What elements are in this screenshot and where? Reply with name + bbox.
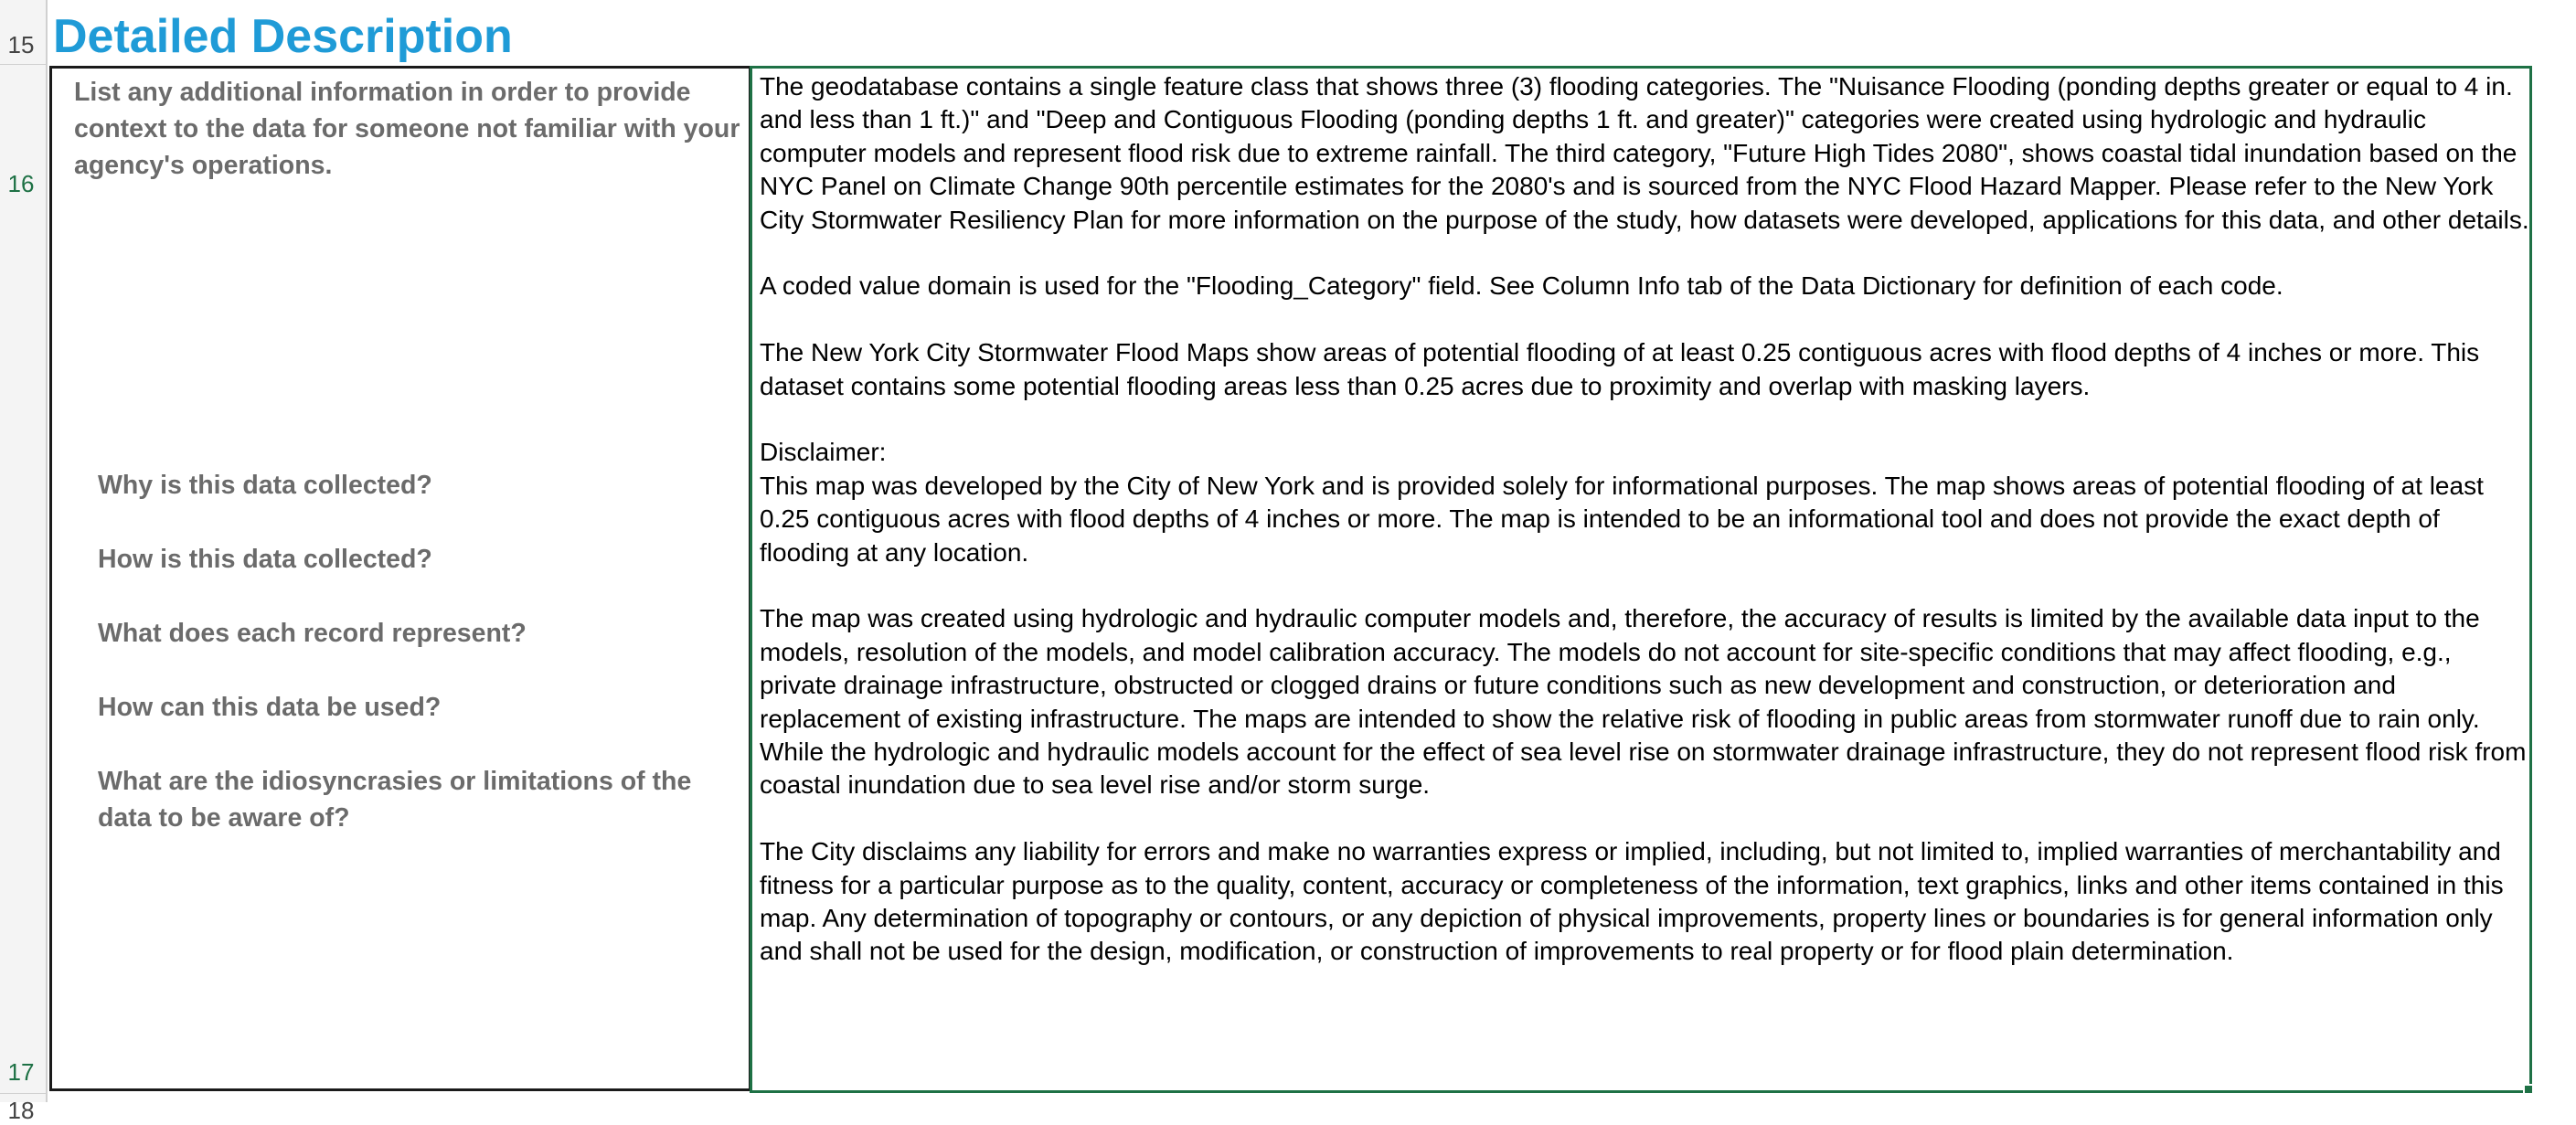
disclaimer-paragraph: The City disclaims any liability for errors and make no warranties express or implied, including, but not limited to, implied warranties of merchantability and fitness for a particular purpose as to the quality, content, accuracy or completeness of the information, text graphics, links and other items contained in this map. Any determination of topography or contours, or any depiction of physical improvements, property lines or boundaries is for general information only and shall not be used for the design, modification, or construction of improvements to real property or for flood plain determination. [760, 837, 2504, 966]
row-divider [0, 64, 48, 65]
question-why-collected: Why is this data collected? [98, 471, 432, 500]
disclaimer-label: Disclaimer: [760, 438, 887, 467]
question-how-collected: How is this data collected? [98, 545, 432, 574]
description-text [760, 70, 2529, 1002]
disclaimer-paragraph: This map was developed by the City of New York and is provided solely for informational purposes. The map shows areas of potential flooding of at least 0.25 contiguous acres with flood depths of 4 inches or more. The map is intended to be an informational tool and does not provide the exact depth of flooding at any location. [760, 471, 2484, 567]
row-header-15[interactable]: 15 [7, 31, 35, 58]
fill-handle[interactable] [2523, 1084, 2534, 1095]
question-limitations: What are the idiosyncrasies or limitations of the data to be aware of? [98, 767, 692, 833]
label-cell[interactable] [49, 66, 751, 1091]
question-data-use: How can this data be used? [98, 693, 442, 722]
section-title: Detailed Description [53, 10, 513, 63]
description-paragraph: The geodatabase contains a single feature class that shows three (3) flooding categories. The "Nuisance Flooding (ponding depths greater or equal to 4 in. and less than 1 ft.)" and "Deep and Contiguous Flooding (ponding depths 1 ft. and greater)" categories were created using hydrologic and hydraulic computer models and represent flood risk due to extreme rainfall. The third category, "Future High Tides 2080", shows coastal tidal inundation based on the NYC Panel on Climate Change 90th percentile estimates for the 2080's and is sourced from the NYC Flood Hazard Mapper. Please refer to the New York City Stormwater Resiliency Plan for more information on the purpose of the study, how datasets were developed, applications for this data, and other details. [760, 72, 2529, 234]
guiding-questions [98, 467, 749, 874]
row-divider [0, 1093, 48, 1094]
row-header-17[interactable]: 17 [7, 1058, 35, 1086]
question-record-meaning: What does each record represent? [98, 619, 527, 648]
description-cell-selected[interactable] [750, 66, 2532, 1093]
description-paragraph: The New York City Stormwater Flood Maps show areas of potential flooding of at least 0.25 contiguous acres with flood depths of 4 inches or more. This dataset contains some potential flooding areas less than 0.25 acres due to proximity and overlap with masking layers. [760, 338, 2480, 400]
disclaimer-paragraph: The map was created using hydrologic and hydraulic computer models and, therefore, the accuracy of results is limited by the available data input to the models, resolution of the models, and model calibration accuracy. The models do not account for site-specific conditions that may affect flooding, e.g., private drainage infrastructure, obstructed or clogged drains or future conditions such as new development and construction, or deterioration and replacement of existing infrastructure. The maps are intended to show the relative risk of flooding in public areas from stormwater runoff due to rain only. While the hydrologic and hydraulic models account for the effect of sea level rise on stormwater drainage infrastructure, they do not represent flood risk from coastal inundation due to sea level rise and/or storm surge. [760, 604, 2527, 800]
description-paragraph: A coded value domain is used for the "Flooding_Category" field. See Column Info tab of the Data Dictionary for definition of each code. [760, 271, 2283, 301]
row-header-18[interactable]: 18 [7, 1097, 35, 1124]
description-prompt: List any additional information in order to provide context to the data for someone not familiar with your agency's operations. [74, 78, 740, 180]
row-header-16[interactable]: 16 [7, 170, 35, 197]
